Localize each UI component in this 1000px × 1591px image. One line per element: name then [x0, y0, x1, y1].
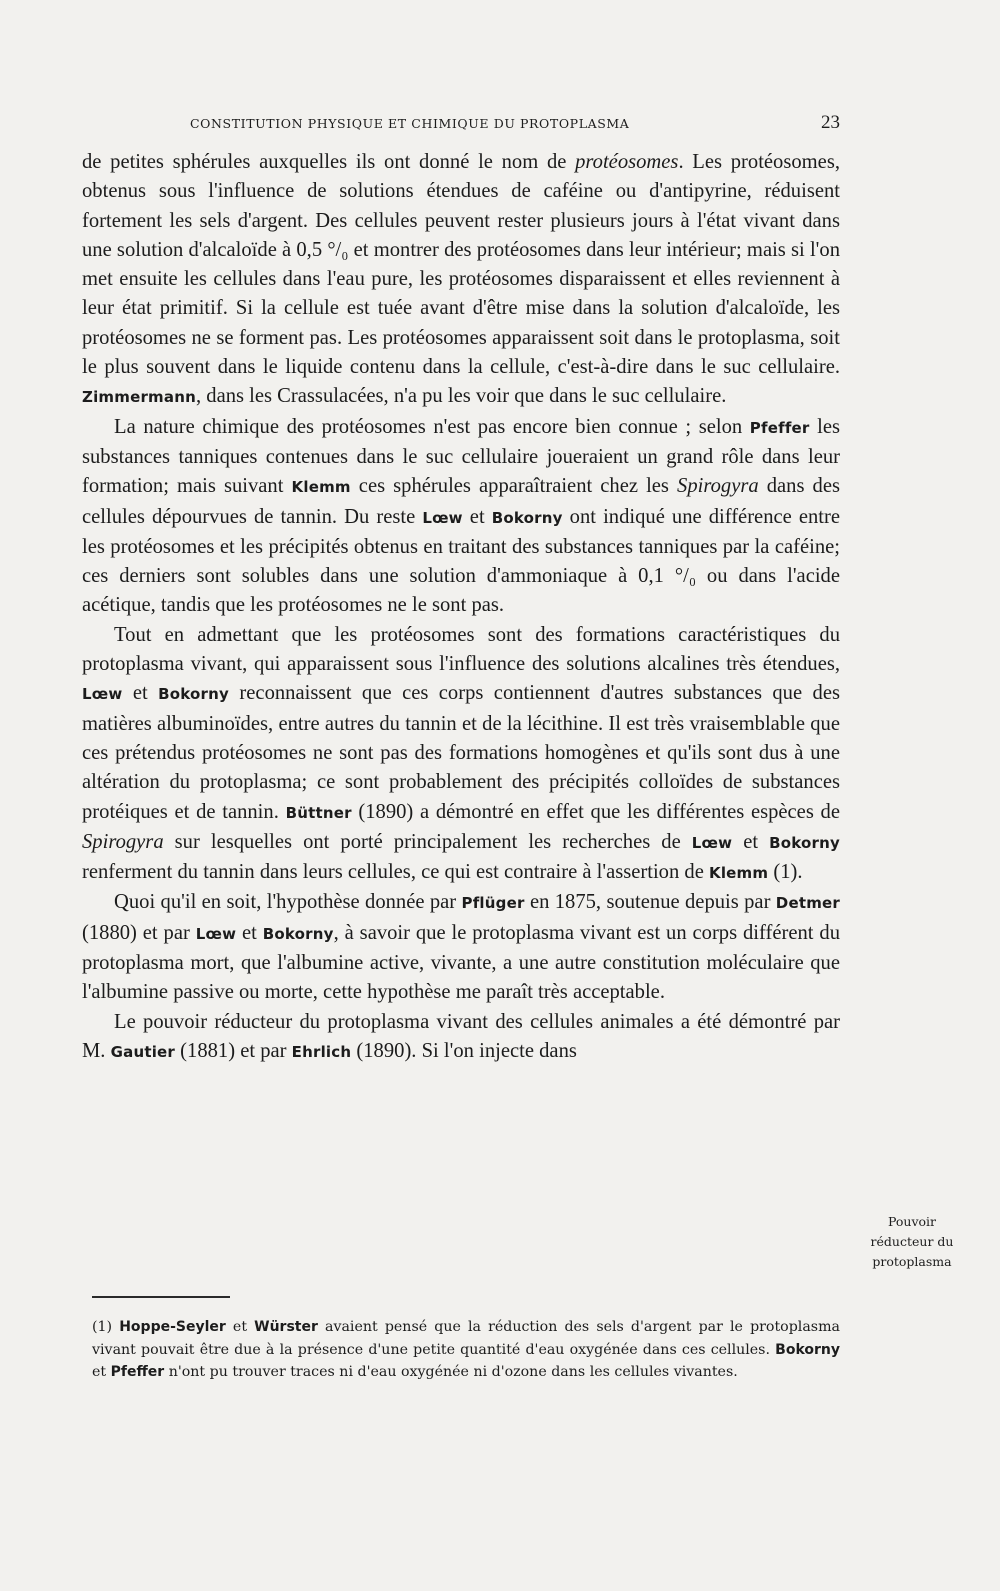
- text-run: Tout en admettant que les protéosomes sont des formations caractéristiques du protoplasma vivant, qui apparaissent sous l'influence des solutions alcalines très étendues,: [82, 623, 840, 676]
- author-name: Bokorny: [775, 1341, 840, 1358]
- paragraph: [82, 413, 840, 621]
- text-run: (1).: [768, 861, 803, 884]
- author-name: Lœw: [195, 924, 237, 943]
- text-run: renferment du tannin dans leurs cellules, ce qui est contraire à l'assertion de: [82, 861, 710, 884]
- text-run: (1881) et par: [175, 1039, 292, 1062]
- text-run: sur lesquelles ont porté principalement les recherches de: [163, 830, 692, 853]
- paragraph: [82, 1008, 840, 1068]
- paragraph: [82, 888, 840, 1007]
- margin-note: [852, 1212, 972, 1272]
- text-run: dans des cellules dépourvues de tannin. Du reste: [82, 475, 840, 528]
- text-run: et: [732, 830, 770, 853]
- author-name: Klemm: [709, 864, 769, 883]
- author-name: Ehrlich: [291, 1042, 352, 1061]
- text-run: reconnaissent que ces corps contiennent d'autres substances que des matières albuminoïdes, entre autres du tannin et de la lécithine. Il est très vraisemblable que ces prétendus protéosomes ne sont pas des formations homogènes et qu'ils sont dus à une altération du protoplasma; ce sont probablement des précipités colloïdes de substances protéiques et de tannin.: [82, 682, 840, 823]
- text-run: les substances tanniques contenues dans le suc cellulaire joueraient un grand rôle dans leur formation; mais suivant: [82, 415, 840, 498]
- italic-term: Spirogyra: [82, 830, 164, 853]
- text-run: ont indiqué une différence entre les protéosomes et les précipités obtenus en traitant des substances tanniques par la caféine; ces derniers sont solubles dans une solution d'ammoniaque à 0,1 °/₀ ou dans l'acide acétique, tandis que les protéosomes ne le sont pas.: [82, 505, 840, 617]
- text-run: et: [462, 505, 492, 528]
- author-name: Klemm: [291, 478, 351, 497]
- author-name: Lœw: [422, 508, 463, 527]
- running-title: CONSTITUTION PHYSIQUE ET CHIMIQUE DU PROTOPLASMA: [190, 116, 630, 131]
- text-run: (1880) et par: [82, 921, 196, 944]
- paragraph: [82, 621, 840, 889]
- author-name: Pflüger: [461, 894, 525, 913]
- author-name: Büttner: [285, 803, 352, 822]
- author-name: Detmer: [775, 894, 840, 913]
- text-run: Le pouvoir réducteur du protoplasma vivant des cellules animales a été démontré par M.: [82, 1010, 840, 1062]
- text-run: La nature chimique des protéosomes n'est pas encore bien connue ; selon: [114, 415, 750, 438]
- author-name: Zimmermann: [82, 388, 196, 407]
- text-run: (1890). Si l'on injecte dans: [351, 1039, 577, 1062]
- italic-term: protéosomes: [575, 151, 679, 173]
- footnote-divider: [92, 1296, 230, 1298]
- author-name: Lœw: [691, 833, 733, 852]
- text-run: et: [236, 921, 263, 944]
- text-run: , dans les Crassulacées, n'a pu les voir que dans le suc cellulaire.: [195, 385, 727, 408]
- margin-note-line: Pouvoir: [887, 1214, 937, 1229]
- author-name: Gautier: [110, 1042, 176, 1061]
- text-run: et: [122, 682, 159, 705]
- margin-note-line: réducteur du: [870, 1234, 954, 1249]
- footnote: [92, 1316, 840, 1384]
- margin-note-line: protoplasma: [872, 1254, 952, 1269]
- body-text: [82, 148, 840, 1067]
- text-run: et: [92, 1364, 111, 1380]
- page-number: 23: [821, 112, 840, 133]
- text-run: Quoi qu'il en soit, l'hypothèse donnée par: [114, 891, 462, 914]
- text-run: n'ont pu trouver traces ni d'eau oxygénée ni d'ozone dans les cellules vivantes.: [164, 1364, 738, 1380]
- author-name: Bokorny: [491, 508, 563, 527]
- author-name: Bokorny: [158, 685, 230, 704]
- running-header: [190, 112, 840, 142]
- text-run: (1): [92, 1319, 120, 1335]
- author-name: Würster: [254, 1319, 318, 1335]
- footnote-text: [92, 1316, 840, 1384]
- italic-term: Spirogyra: [677, 475, 759, 498]
- author-name: Bokorny: [769, 833, 840, 852]
- paragraph: [82, 148, 840, 413]
- text-run: avaient pensé que la réduction des sels d'argent par le protoplasma vivant pouvait être due à la présence d'une petite quantité d'eau oxygénée dans ces cellules.: [92, 1319, 840, 1358]
- text-run: (1890) a démontré en effet que les différentes espèces de: [351, 800, 840, 823]
- author-name: Pfeffer: [110, 1364, 165, 1380]
- text-run: de petites sphérules auxquelles ils ont donné le nom de: [82, 151, 576, 173]
- author-name: Hoppe-Seyler: [119, 1319, 226, 1335]
- author-name: Lœw: [82, 685, 123, 704]
- text-run: , à savoir que le protoplasma vivant est un corps différent du protoplasma mort, que l'albumine active, vivante, a une autre constitution moléculaire que l'albumine passive ou morte, cette hypothèse me paraît très acceptable.: [82, 921, 840, 1004]
- text-run: et: [225, 1319, 255, 1335]
- text-run: ces sphérules apparaîtraient chez les: [350, 475, 678, 498]
- author-name: Bokorny: [262, 924, 334, 943]
- author-name: Pfeffer: [749, 418, 810, 437]
- text-run: en 1875, soutenue depuis par: [524, 891, 776, 914]
- text-run: . Les protéosomes, obtenus sous l'influence de solutions étendues de caféine ou d'antipyrine, réduisent fortement les sels d'argent. Des cellules peuvent rester plusieurs jours à l'état vivant dans une solution d'alcaloïde à 0,5 °/₀ et montrer des protéosomes dans leur intérieur; mais si l'on met ensuite les cellules dans l'eau pure, les protéosomes disparaissent et elles reviennent à leur état primitif. Si la cellule est tuée avant d'être mise dans la solution d'alcaloïde, les protéosomes ne se forment pas. Les protéosomes apparaissent soit dans le protoplasma, soit le plus souvent dans le liquide contenu dans la cellule, c'est-à-dire dans le suc cellulaire.: [82, 151, 840, 379]
